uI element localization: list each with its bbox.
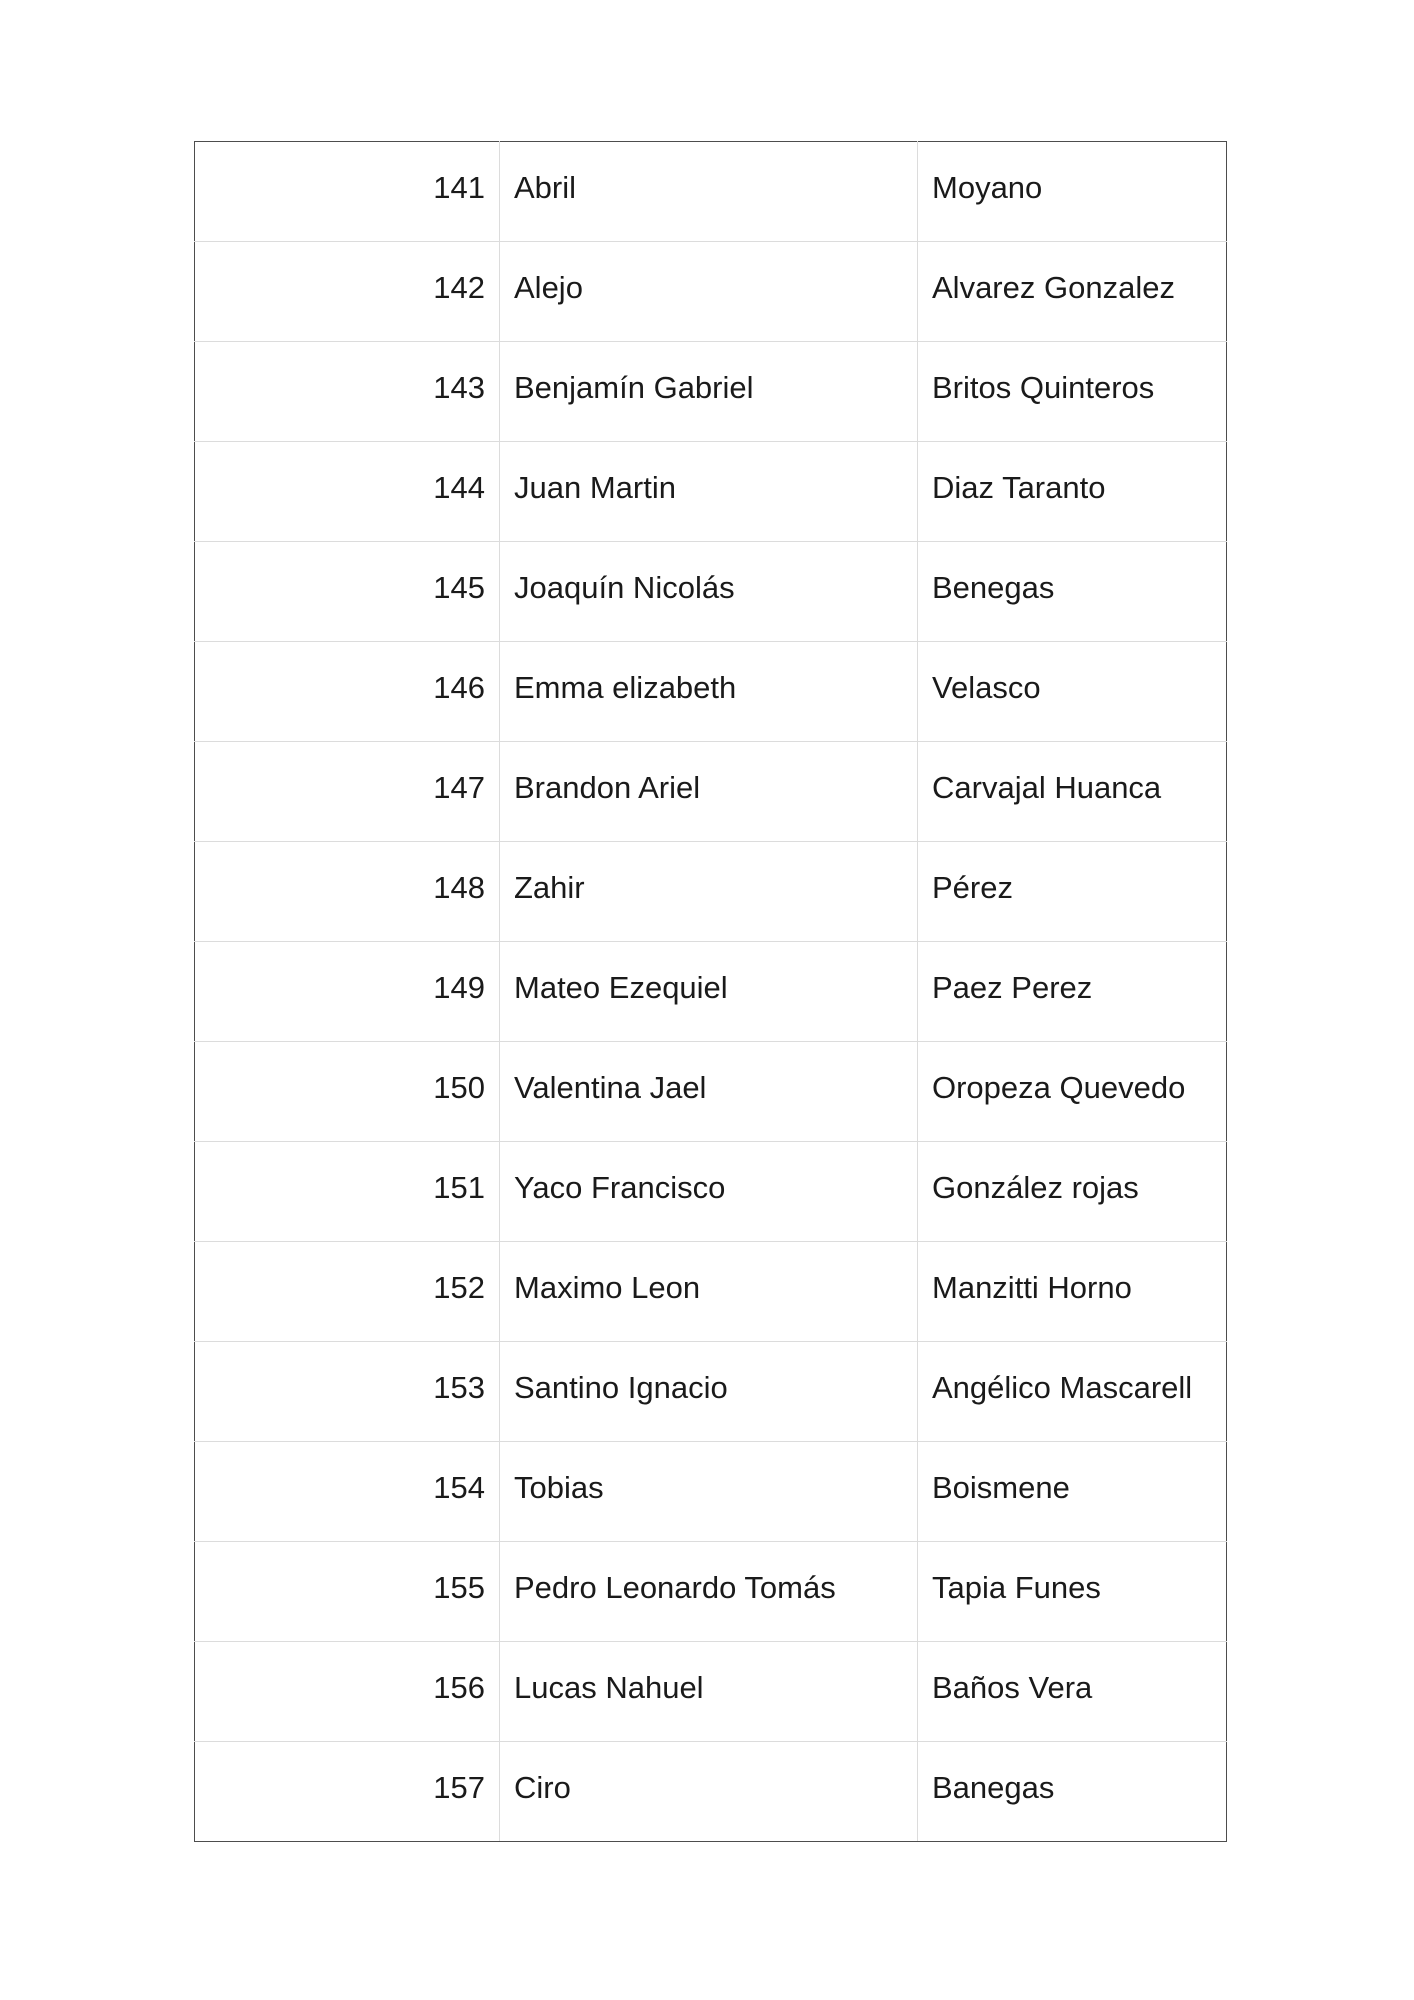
row-number-cell: 154 — [195, 1442, 500, 1542]
first-name-cell: Brandon Ariel — [500, 742, 918, 842]
first-name-cell: Santino Ignacio — [500, 1342, 918, 1442]
first-name-cell: Juan Martin — [500, 442, 918, 542]
roster-table-body — [195, 142, 1227, 1842]
first-name-cell: Benjamín Gabriel — [500, 342, 918, 442]
last-name-cell: Moyano — [918, 142, 1227, 242]
table-row — [195, 1142, 1227, 1242]
row-number-cell: 144 — [195, 442, 500, 542]
row-number-cell: 150 — [195, 1042, 500, 1142]
row-number-cell: 151 — [195, 1142, 500, 1242]
first-name-cell: Pedro Leonardo Tomás — [500, 1542, 918, 1642]
last-name-cell: Banegas — [918, 1742, 1227, 1842]
last-name-cell: Britos Quinteros — [918, 342, 1227, 442]
first-name-cell: Alejo — [500, 242, 918, 342]
table-row — [195, 1542, 1227, 1642]
last-name-cell: Alvarez Gonzalez — [918, 242, 1227, 342]
first-name-cell: Ciro — [500, 1742, 918, 1842]
last-name-cell: Carvajal Huanca — [918, 742, 1227, 842]
row-number-cell: 157 — [195, 1742, 500, 1842]
row-number-cell: 145 — [195, 542, 500, 642]
first-name-cell: Mateo Ezequiel — [500, 942, 918, 1042]
last-name-cell: Benegas — [918, 542, 1227, 642]
last-name-cell: Tapia Funes — [918, 1542, 1227, 1642]
first-name-cell: Yaco Francisco — [500, 1142, 918, 1242]
row-number-cell: 147 — [195, 742, 500, 842]
row-number-cell: 148 — [195, 842, 500, 942]
first-name-cell: Tobias — [500, 1442, 918, 1542]
row-number-cell: 152 — [195, 1242, 500, 1342]
table-row — [195, 242, 1227, 342]
first-name-cell: Zahir — [500, 842, 918, 942]
first-name-cell: Lucas Nahuel — [500, 1642, 918, 1742]
table-row — [195, 1742, 1227, 1842]
row-number-cell: 155 — [195, 1542, 500, 1642]
row-number-cell: 142 — [195, 242, 500, 342]
last-name-cell: Baños Vera — [918, 1642, 1227, 1742]
row-number-cell: 156 — [195, 1642, 500, 1742]
first-name-cell: Joaquín Nicolás — [500, 542, 918, 642]
last-name-cell: Velasco — [918, 642, 1227, 742]
table-row — [195, 342, 1227, 442]
last-name-cell: Angélico Mascarell — [918, 1342, 1227, 1442]
table-row — [195, 1242, 1227, 1342]
table-row — [195, 442, 1227, 542]
table-row — [195, 1642, 1227, 1742]
first-name-cell: Valentina Jael — [500, 1042, 918, 1142]
last-name-cell: Oropeza Quevedo — [918, 1042, 1227, 1142]
first-name-cell: Emma elizabeth — [500, 642, 918, 742]
row-number-cell: 146 — [195, 642, 500, 742]
student-roster-table — [194, 141, 1227, 1842]
last-name-cell: Pérez — [918, 842, 1227, 942]
row-number-cell: 143 — [195, 342, 500, 442]
row-number-cell: 153 — [195, 1342, 500, 1442]
last-name-cell: Paez Perez — [918, 942, 1227, 1042]
first-name-cell: Maximo Leon — [500, 1242, 918, 1342]
last-name-cell: Manzitti Horno — [918, 1242, 1227, 1342]
first-name-cell: Abril — [500, 142, 918, 242]
table-row — [195, 642, 1227, 742]
row-number-cell: 149 — [195, 942, 500, 1042]
table-row — [195, 1042, 1227, 1142]
table-row — [195, 742, 1227, 842]
table-row — [195, 1342, 1227, 1442]
table-row — [195, 142, 1227, 242]
row-number-cell: 141 — [195, 142, 500, 242]
last-name-cell: Boismene — [918, 1442, 1227, 1542]
table-row — [195, 942, 1227, 1042]
last-name-cell: González rojas — [918, 1142, 1227, 1242]
table-row — [195, 1442, 1227, 1542]
table-row — [195, 542, 1227, 642]
table-row — [195, 842, 1227, 942]
last-name-cell: Diaz Taranto — [918, 442, 1227, 542]
